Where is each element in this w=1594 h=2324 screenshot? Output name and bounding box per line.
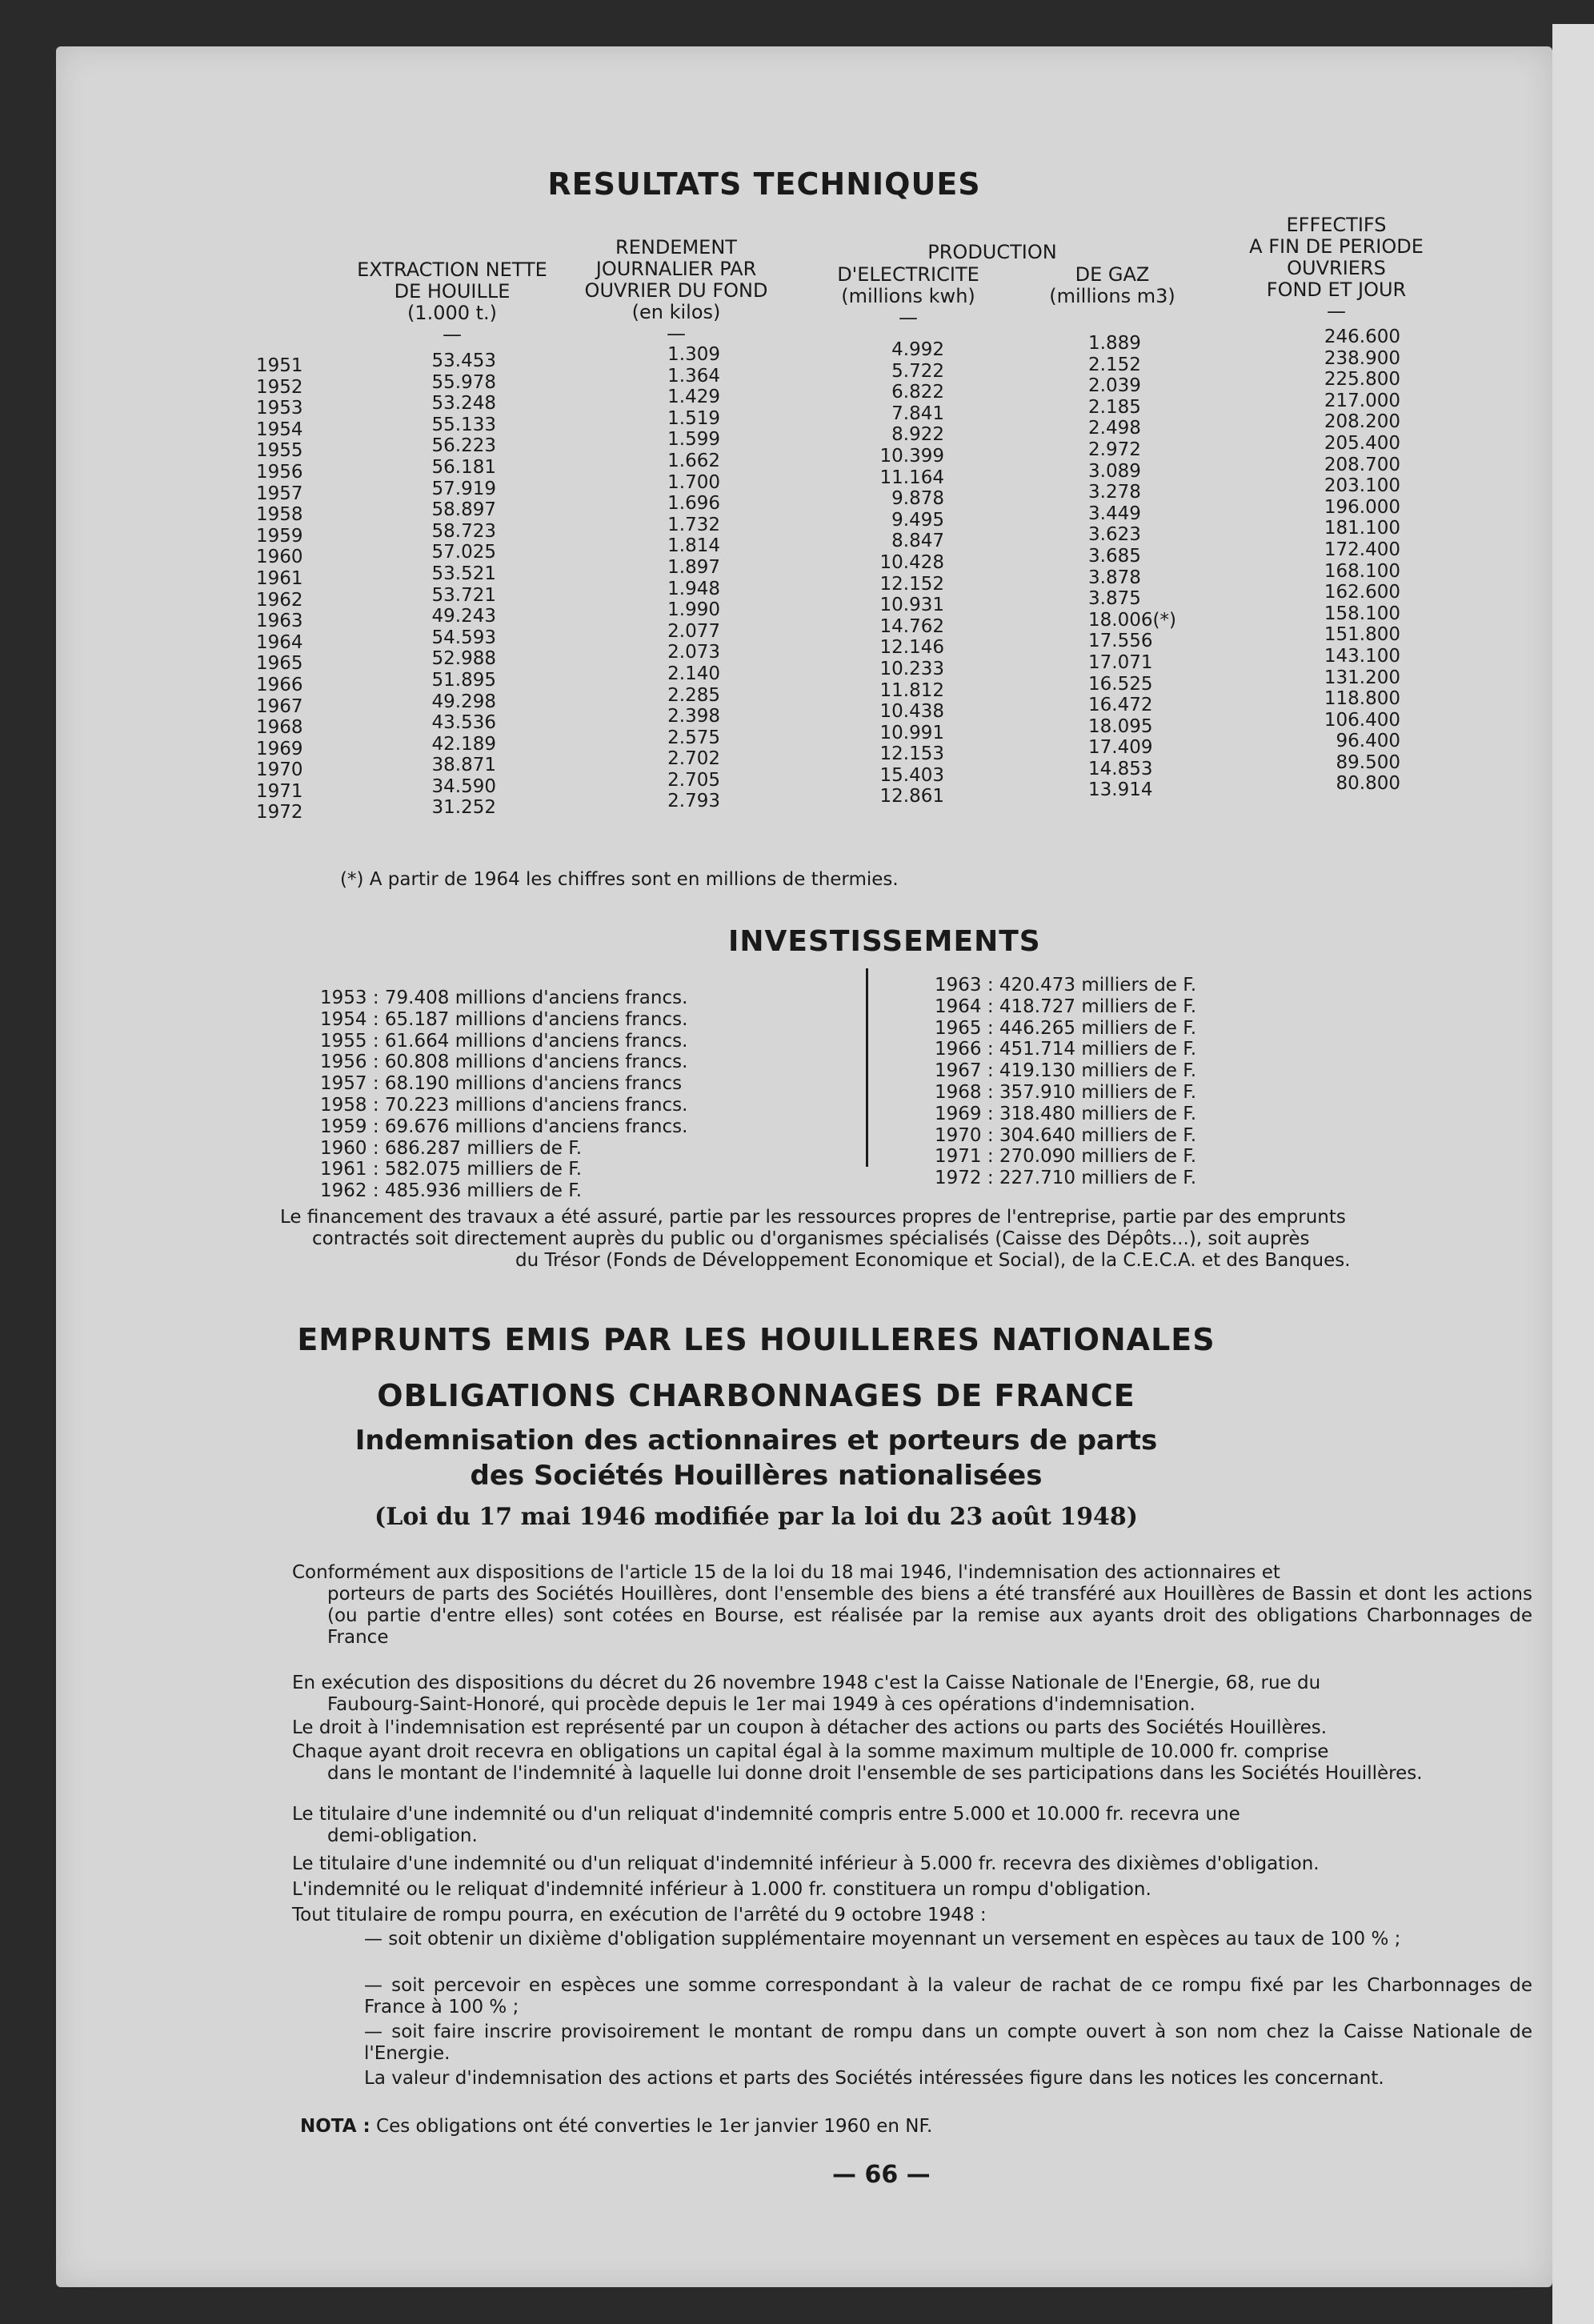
- effectifs-cell: 238.900: [1324, 347, 1400, 369]
- electricite-cell: 12.152: [879, 573, 944, 595]
- resultats-footnote: (*) A partir de 1964 les chiffres sont en millions de thermies.: [340, 869, 899, 890]
- extraction-cell: 54.593: [431, 627, 496, 648]
- gaz-cell: 3.089: [1088, 460, 1141, 482]
- gaz-cell: 18.006(*): [1088, 609, 1176, 631]
- electricite-cell: 10.233: [879, 658, 944, 679]
- resultats-title: RESULTATS TECHNIQUES: [547, 166, 981, 202]
- years-column: [256, 355, 320, 823]
- effectifs-cell: 208.200: [1324, 411, 1400, 433]
- effectifs-cell: 208.700: [1324, 454, 1400, 475]
- rendement-cell: 1.897: [667, 556, 720, 578]
- year-cell: 1968: [256, 717, 303, 739]
- investissement-item: 1960 : 686.287 milliers de F.: [320, 1137, 583, 1159]
- extraction-cell: 53.453: [431, 351, 496, 371]
- nota-label: NOTA :: [300, 2116, 370, 2137]
- rendement-cell: 2.398: [667, 706, 720, 727]
- header-extraction: EXTRACTION NETTE DE HOUILLE (1.000 t.) —: [357, 258, 547, 346]
- gaz-cell: 3.623: [1088, 524, 1141, 546]
- investissement-item: 1971 : 270.090 milliers de F.: [935, 1146, 1197, 1168]
- gaz-cell: 1.889: [1088, 333, 1141, 354]
- investissement-item: 1963 : 420.473 milliers de F.: [935, 975, 1197, 996]
- extraction-cell: 49.243: [431, 606, 496, 627]
- electricite-cell: 9.495: [891, 509, 944, 531]
- extraction-cell: 43.536: [431, 712, 496, 734]
- year-cell: 1960: [256, 547, 303, 568]
- electricite-cell: 6.822: [891, 382, 944, 403]
- extraction-cell: 52.988: [431, 648, 496, 670]
- electricite-cell: 7.841: [891, 403, 944, 424]
- rendement-cell: 2.705: [667, 769, 720, 791]
- option-inscrire: — soit faire inscrire provisoirement le montant de rompu dans un compte ouvert à son nom chez la Caisse Nationale de l'Energie.: [364, 2021, 1532, 2064]
- investissement-item: 1967 : 419.130 milliers de F.: [935, 1060, 1197, 1082]
- rendement-cell: 1.429: [667, 387, 720, 408]
- effectifs-cell: 246.600: [1324, 327, 1400, 347]
- nota: [300, 2116, 1532, 2138]
- gaz-cell: 13.914: [1088, 779, 1153, 801]
- year-cell: 1964: [256, 631, 303, 653]
- gaz-cell: 18.095: [1088, 715, 1153, 737]
- rendement-cell: 2.285: [667, 684, 720, 706]
- year-cell: 1969: [256, 738, 303, 759]
- electricite-cell: 10.428: [879, 551, 944, 573]
- extraction-cell: 58.897: [431, 499, 496, 521]
- year-cell: 1961: [256, 567, 303, 589]
- investissement-item: 1962 : 485.936 milliers de F.: [320, 1180, 583, 1202]
- year-cell: 1966: [256, 674, 303, 695]
- year-cell: 1955: [256, 440, 303, 462]
- electricite-cell: 14.762: [879, 615, 944, 637]
- rendement-cell: 1.700: [667, 471, 720, 493]
- electricite-cell: 4.992: [891, 339, 944, 360]
- gaz-cell: 17.071: [1088, 651, 1153, 673]
- paragraph-titulaire-1: Le titulaire d'une indemnité ou d'un reliquat d'indemnité compris entre 5.000 et 10.000 fr. recevra une demi-obligation.: [292, 1804, 1240, 1846]
- paragraph-conformement: Conformément aux dispositions de l'article 15 de la loi du 18 mai 1946, l'indemnisation des actionnaires et porteurs de parts des Sociétés Houillères, dont l'ensemble des biens a été transféré aux Houillères de Bassin et dont les actions (ou partie d'entre elles) sont cotées en Bourse, est réalisée par la remise aux ayants droit des obligations Charbonnages de France: [292, 1562, 1532, 1648]
- investissement-item: 1964 : 418.727 milliers de F.: [935, 996, 1197, 1017]
- rendement-cell: 1.948: [667, 578, 720, 599]
- investissements-title: INVESTISSEMENTS: [728, 925, 1041, 958]
- investissement-item: 1968 : 357.910 milliers de F.: [935, 1081, 1197, 1103]
- electricite-cell: 10.438: [879, 701, 944, 723]
- effectifs-cell: 172.400: [1324, 539, 1400, 560]
- year-cell: 1951: [256, 355, 303, 376]
- investissement-item: 1970 : 304.640 milliers de F.: [935, 1124, 1197, 1146]
- extraction-cell: 58.723: [431, 520, 496, 542]
- page-number: — 66 —: [832, 2161, 931, 2189]
- extraction-cell: 53.521: [431, 563, 496, 584]
- extraction-cell: 49.298: [431, 691, 496, 712]
- extraction-cell: 31.252: [431, 797, 496, 819]
- rendement-column: [648, 344, 720, 812]
- year-cell: 1956: [256, 461, 303, 483]
- effectifs-cell: 158.100: [1324, 603, 1400, 624]
- effectifs-cell: 143.100: [1324, 645, 1400, 667]
- extraction-cell: 57.025: [431, 542, 496, 563]
- effectifs-cell: 96.400: [1336, 731, 1400, 752]
- header-electricite: D'ELECTRICITE (millions kwh) —: [837, 263, 979, 329]
- gaz-cell: 16.525: [1088, 673, 1153, 695]
- effectifs-cell: 118.800: [1324, 688, 1400, 710]
- effectifs-cell: 151.800: [1324, 624, 1400, 646]
- year-cell: 1958: [256, 504, 303, 526]
- rendement-cell: 2.140: [667, 663, 720, 684]
- paragraph-chaque: Chaque ayant droit recevra en obligations un capital égal à la somme maximum multiple de 10.000 fr. comprise dans le montant de l'indemnité à laquelle lui donne droit l'ensemble de ses participations dans les Sociétés Houillères.: [292, 1741, 1423, 1784]
- emprunts-title: EMPRUNTS EMIS PAR LES HOUILLERES NATIONALES: [297, 1322, 1216, 1357]
- effectifs-cell: 80.800: [1336, 773, 1400, 795]
- gaz-cell: 17.409: [1088, 737, 1153, 759]
- investissement-item: 1957 : 68.190 millions d'anciens francs: [320, 1073, 683, 1095]
- electricite-cell: 15.403: [879, 764, 944, 786]
- investissement-item: 1959 : 69.676 millions d'anciens francs.: [320, 1116, 688, 1137]
- extraction-cell: 55.978: [431, 371, 496, 393]
- rendement-cell: 2.575: [667, 727, 720, 748]
- electricite-cell: 5.722: [891, 360, 944, 382]
- investissement-item: 1953 : 79.408 millions d'anciens francs.: [320, 988, 688, 1008]
- option-obtenir: — soit obtenir un dixième d'obligation supplémentaire moyennant un versement en espèces au taux de 100 % ;: [364, 1929, 1401, 1949]
- indemnisation-title: Indemnisation des actionnaires et porteurs de parts: [354, 1424, 1158, 1457]
- year-cell: 1959: [256, 525, 303, 547]
- effectifs-cell: 217.000: [1324, 390, 1400, 411]
- paragraph-valeur: La valeur d'indemnisation des actions et parts des Sociétés intéressées figure dans les notices les concernant.: [364, 2068, 1384, 2089]
- header-effectifs: EFFECTIFS A FIN DE PERIODE OUVRIERS FOND ET JOUR —: [1249, 214, 1424, 323]
- option-percevoir: — soit percevoir en espèces une somme correspondant à la valeur de rachat de ce rompu fixé par les Charbonnages de France à 100 % ;: [364, 1975, 1532, 2017]
- extraction-cell: 56.181: [431, 456, 496, 478]
- investissement-item: 1966 : 451.714 milliers de F.: [935, 1039, 1197, 1060]
- gaz-cell: 2.185: [1088, 396, 1141, 418]
- gaz-cell: 16.472: [1088, 695, 1153, 716]
- gaz-cell: 3.685: [1088, 545, 1141, 567]
- year-cell: 1971: [256, 780, 303, 802]
- effectifs-cell: 89.500: [1336, 751, 1400, 773]
- paragraph-droit: Le droit à l'indemnisation est représenté par un coupon à détacher des actions ou parts des Sociétés Houillères.: [292, 1717, 1328, 1738]
- year-cell: 1970: [256, 759, 303, 781]
- adjacent-page-edge: [1552, 24, 1594, 2324]
- investissement-item: 1956 : 60.808 millions d'anciens francs.: [320, 1052, 688, 1073]
- effectifs-cell: 225.800: [1324, 369, 1400, 391]
- gaz-cell: 14.853: [1088, 758, 1153, 779]
- investissement-item: 1955 : 61.664 millions d'anciens francs.: [320, 1030, 688, 1052]
- rendement-cell: 1.599: [667, 429, 720, 451]
- effectifs-cell: 168.100: [1324, 560, 1400, 582]
- extraction-cell: 53.721: [431, 584, 496, 606]
- extraction-cell: 55.133: [431, 414, 496, 435]
- rendement-cell: 2.073: [667, 642, 720, 663]
- year-cell: 1972: [256, 802, 303, 823]
- obligations-title: OBLIGATIONS CHARBONNAGES DE FRANCE: [377, 1378, 1135, 1413]
- gaz-column: [1088, 333, 1208, 801]
- rendement-cell: 1.519: [667, 407, 720, 429]
- paragraph-titulaire-2: Le titulaire d'une indemnité ou d'un reliquat d'indemnité inférieur à 5.000 fr. recevra des dixièmes d'obligation.: [292, 1853, 1320, 1874]
- investissement-item: 1965 : 446.265 milliers de F.: [935, 1017, 1197, 1039]
- extraction-cell: 51.895: [431, 669, 496, 691]
- rendement-cell: 2.793: [667, 791, 720, 812]
- electricite-cell: 12.861: [879, 786, 944, 807]
- document-page: [56, 46, 1552, 2287]
- gaz-cell: 3.875: [1088, 588, 1141, 610]
- year-cell: 1953: [256, 398, 303, 419]
- year-cell: 1965: [256, 653, 303, 675]
- investissements-right-list: [935, 975, 1196, 1189]
- header-rendement: RENDEMENT JOURNALIER PAR OUVRIER DU FOND (en kilos) —: [584, 236, 768, 345]
- extraction-cell: 53.248: [431, 393, 496, 415]
- gaz-cell: 3.878: [1088, 567, 1141, 588]
- loi-subtitle: (Loi du 17 mai 1946 modifiée par la loi du 23 août 1948): [374, 1503, 1138, 1531]
- rendement-cell: 1.696: [667, 493, 720, 515]
- rendement-cell: 2.702: [667, 748, 720, 770]
- investissement-item: 1961 : 582.075 milliers de F.: [320, 1159, 583, 1180]
- paragraph-execution: En exécution des dispositions du décret du 26 novembre 1948 c'est la Caisse Nationale de l'Energie, 68, rue du Faubourg-Saint-Honoré, qui procède depuis le 1er mai 1949 à ces opérations d'indemnisation.: [292, 1673, 1321, 1715]
- rendement-cell: 1.309: [667, 344, 720, 365]
- gaz-cell: 17.556: [1088, 631, 1153, 652]
- investissement-item: 1958 : 70.223 millions d'anciens francs.: [320, 1094, 688, 1116]
- column-divider: [866, 968, 868, 1167]
- gaz-cell: 2.498: [1088, 418, 1141, 439]
- extraction-cell: 57.919: [431, 478, 496, 499]
- electricite-cell: 9.878: [891, 488, 944, 510]
- effectifs-cell: 131.200: [1324, 667, 1400, 688]
- rendement-cell: 1.364: [667, 365, 720, 387]
- electricite-column: [864, 339, 944, 807]
- extraction-column: [408, 351, 496, 819]
- investissement-item: 1972 : 227.710 milliers de F.: [935, 1168, 1197, 1189]
- effectifs-column: [1312, 327, 1400, 795]
- electricite-cell: 12.153: [879, 743, 944, 765]
- effectifs-cell: 162.600: [1324, 582, 1400, 603]
- extraction-cell: 34.590: [431, 775, 496, 797]
- electricite-cell: 11.812: [879, 679, 944, 701]
- rendement-cell: 1.662: [667, 450, 720, 471]
- extraction-cell: 42.189: [431, 733, 496, 755]
- electricite-cell: 10.399: [879, 445, 944, 467]
- year-cell: 1967: [256, 695, 303, 717]
- electricite-cell: 8.922: [891, 424, 944, 446]
- year-cell: 1962: [256, 589, 303, 611]
- investissements-left-list: [320, 988, 687, 1202]
- nota-text: Ces obligations ont été converties le 1er janvier 1960 en NF.: [376, 2116, 933, 2137]
- year-cell: 1954: [256, 419, 303, 440]
- gaz-cell: 3.449: [1088, 503, 1141, 524]
- year-cell: 1957: [256, 483, 303, 504]
- gaz-cell: 2.039: [1088, 375, 1141, 397]
- paragraph-rompu: L'indemnité ou le reliquat d'indemnité inférieur à 1.000 fr. constituera un rompu d'obligation.: [292, 1879, 1151, 1900]
- paragraph-tout-titulaire: Tout titulaire de rompu pourra, en exécution de l'arrêté du 9 octobre 1948 :: [292, 1905, 987, 1925]
- investissement-item: 1954 : 65.187 millions d'anciens francs.: [320, 1008, 688, 1030]
- effectifs-cell: 203.100: [1324, 475, 1400, 497]
- investissement-item: 1969 : 318.480 milliers de F.: [935, 1103, 1197, 1124]
- electricite-cell: 10.931: [879, 595, 944, 616]
- rendement-cell: 1.814: [667, 535, 720, 557]
- electricite-cell: 11.164: [879, 467, 944, 488]
- gaz-cell: 2.152: [1088, 354, 1141, 375]
- effectifs-cell: 106.400: [1324, 709, 1400, 731]
- extraction-cell: 38.871: [431, 755, 496, 776]
- effectifs-cell: 205.400: [1324, 432, 1400, 454]
- electricite-cell: 12.146: [879, 637, 944, 659]
- electricite-cell: 10.991: [879, 722, 944, 743]
- year-cell: 1952: [256, 376, 303, 398]
- extraction-cell: 56.223: [431, 435, 496, 457]
- rendement-cell: 1.732: [667, 514, 720, 535]
- rendement-cell: 2.077: [667, 620, 720, 642]
- effectifs-cell: 181.100: [1324, 518, 1400, 539]
- rendement-cell: 1.990: [667, 599, 720, 621]
- gaz-cell: 3.278: [1088, 482, 1141, 503]
- header-gaz: DE GAZ (millions m3): [1049, 263, 1175, 307]
- electricite-cell: 8.847: [891, 531, 944, 552]
- financement-paragraph: Le financement des travaux a été assuré, partie par les ressources propres de l'entreprise, partie par des emprunts contractés soit directement auprès du public ou d'organismes spécialisés (Caisse des Dépôts...), soit auprès du Trésor (Fonds de Développement Economique et Social), de la C.E.C.A. et des Banques.: [280, 1207, 1351, 1271]
- effectifs-cell: 196.000: [1324, 496, 1400, 518]
- societes-title: des Sociétés Houillères nationalisées: [470, 1460, 1043, 1492]
- year-cell: 1963: [256, 611, 303, 632]
- gaz-cell: 2.972: [1088, 439, 1141, 460]
- header-production: PRODUCTION: [927, 241, 1057, 263]
